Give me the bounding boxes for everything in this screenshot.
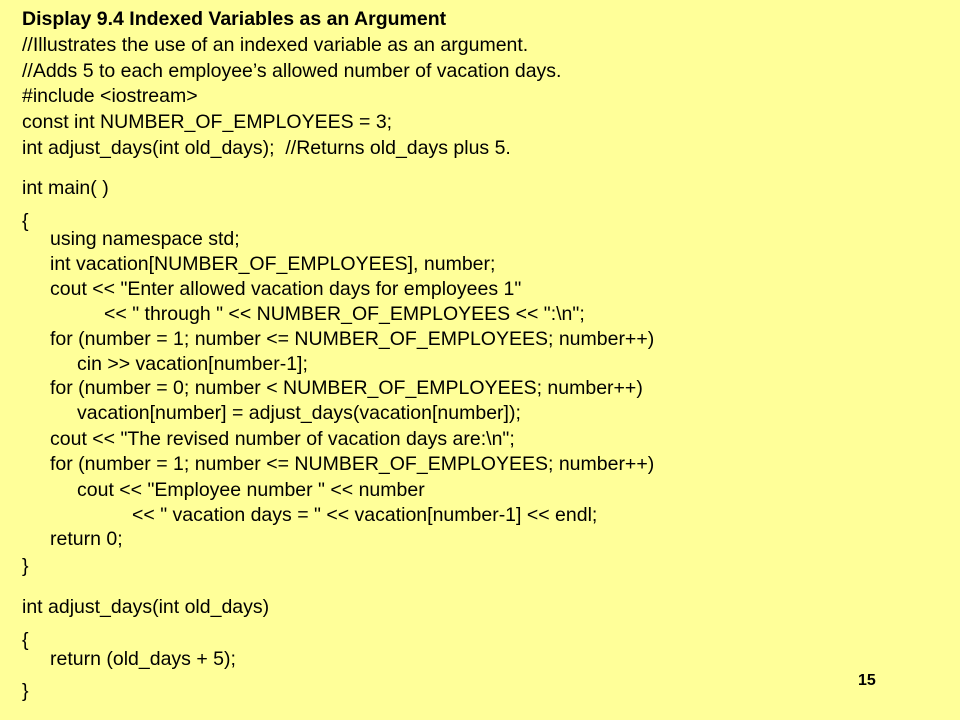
code-statement-line: cout << "Enter allowed vacation days for employees 1"	[50, 278, 522, 300]
code-function-signature: int adjust_days(int old_days)	[22, 596, 270, 618]
code-include-line: #include <iostream>	[22, 85, 198, 107]
code-open-brace: {	[22, 629, 29, 651]
code-const-line: const int NUMBER_OF_EMPLOYEES = 3;	[22, 111, 393, 133]
code-statement-line: return (old_days + 5);	[50, 648, 236, 670]
code-close-brace: }	[22, 555, 29, 577]
code-statement-line: int vacation[NUMBER_OF_EMPLOYEES], number;	[50, 253, 496, 275]
code-statement-line: for (number = 1; number <= NUMBER_OF_EMPLOYEES; number++)	[50, 328, 655, 350]
code-comment-line: //Adds 5 to each employee’s allowed number of vacation days.	[22, 60, 562, 82]
code-statement-line: for (number = 0; number < NUMBER_OF_EMPLOYEES; number++)	[50, 377, 643, 399]
code-statement-line: << " through " << NUMBER_OF_EMPLOYEES << ":\n";	[104, 303, 585, 325]
code-statement-line: cin >> vacation[number-1];	[77, 353, 308, 375]
slide-title: Display 9.4 Indexed Variables as an Argument	[22, 8, 447, 30]
code-close-brace: }	[22, 680, 29, 702]
code-main-signature: int main( )	[22, 177, 109, 199]
code-statement-line: return 0;	[50, 528, 123, 550]
code-prototype-line: int adjust_days(int old_days); //Returns old_days plus 5.	[22, 137, 511, 159]
code-statement-line: cout << "The revised number of vacation days are:\n";	[50, 428, 515, 450]
page-number: 15	[858, 672, 876, 689]
code-statement-line: << " vacation days = " << vacation[number-1] << endl;	[132, 504, 598, 526]
code-comment-line: //Illustrates the use of an indexed variable as an argument.	[22, 34, 529, 56]
code-statement-line: for (number = 1; number <= NUMBER_OF_EMPLOYEES; number++)	[50, 453, 655, 475]
code-open-brace: {	[22, 210, 29, 232]
code-statement-line: using namespace std;	[50, 228, 240, 250]
code-statement-line: cout << "Employee number " << number	[77, 479, 425, 501]
code-statement-line: vacation[number] = adjust_days(vacation[number]);	[77, 402, 521, 424]
